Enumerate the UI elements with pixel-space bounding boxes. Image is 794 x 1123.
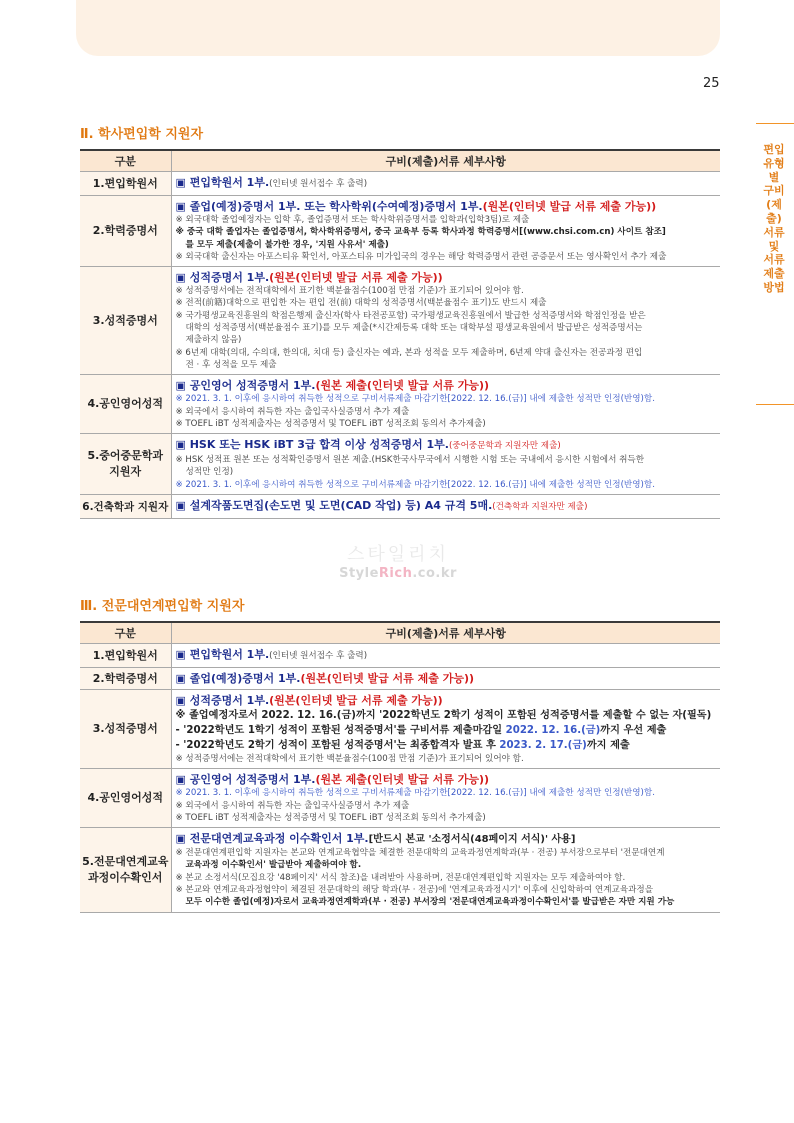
table-row — [80, 495, 720, 519]
document-title: ▣ 편입학원서 1부. — [175, 648, 270, 661]
document-note: (인터넷 원서접수 후 출력) — [269, 651, 368, 661]
row-category-line: 5.중어중문학과 — [87, 449, 164, 463]
college-linked-requirements-table — [80, 623, 720, 913]
table-row — [80, 267, 720, 375]
side-rule-bottom — [756, 404, 794, 405]
watermark-brand-part: Style — [339, 566, 379, 581]
note-line: ※ 중국 대학 졸업자는 졸업증명서, 학사학위증명서, 중국 교육부 등록 학사과정 학력증명서[(www.chsi.com.cn) 사이트 참조] — [175, 227, 666, 238]
document-title: ▣ 공인영어 성적증명서 1부. — [175, 379, 316, 393]
table-row — [80, 828, 720, 912]
table-row — [80, 172, 720, 196]
note-line: ※ 2021. 3. 1. 이후에 응시하여 취득한 성적으로 구비서류제출 마감기한[2022. 12. 16.(금)] 내에 제출한 성적만 인정(반영)함. — [175, 394, 655, 405]
note-line: ※ 외국대학 출신자는 아포스티유 확인서, 아포스티유 미가입국의 경우는 해당 학력증명서 관련 공증문서 또는 영사확인서 추가 제출 — [175, 251, 667, 262]
row-category-line: 지원자 — [109, 465, 142, 479]
row-category: 2.학력증명서 — [80, 196, 171, 267]
note-line: ※ 2021. 3. 1. 이후에 응시하여 취득한 성적으로 구비서류제출 마감기한[2022. 12. 16.(금)] 내에 제출한 성적만 인정(반영)함. — [175, 788, 655, 799]
section-title-transfer: Ⅱ. 학사편입학 지원자 — [80, 127, 204, 142]
document-original-note: (원본 제출(인터넷 발급 서류 가능)) — [315, 379, 490, 393]
column-header-details: 구비(제출)서류 세부사항 — [171, 151, 720, 172]
document-title: ▣ 공인영어 성적증명서 1부. — [175, 773, 316, 787]
row-details — [171, 828, 720, 912]
watermark-brand-part: .co.kr — [412, 566, 457, 581]
row-category: 3.성적증명서 — [80, 267, 171, 375]
document-title: ▣ HSK 또는 HSK iBT 3급 합격 이상 성적증명서 1부. — [175, 438, 449, 452]
document-note: (중어중문학과 지원자만 제출) — [448, 441, 561, 452]
table-row — [80, 769, 720, 828]
document-note: [반드시 본교 '소정서식(48페이지 서식)' 사용] — [368, 834, 576, 846]
row-details — [171, 434, 720, 495]
table-row — [80, 196, 720, 267]
note-line: ※ 외국에서 응시하여 취득한 자는 출입국사실증명서 추가 제출 — [175, 406, 410, 417]
note-line: ※ 국가평생교육진흥원의 학점은행제 출신자(학사 타전공포함) 국가평생교육진흥원에서 발급한 성적증명서와 학점인정을 받은 — [175, 310, 646, 321]
row-details — [171, 375, 720, 434]
document-title: ▣ 설계작품도면집(손도면 및 도면(CAD 작업) 등) A4 규격 5매. — [175, 499, 493, 513]
notice-text: 까지 우선 제출 — [600, 725, 667, 736]
note-line: ※ 전문대연계편입학 지원자는 본교와 연계교육협약을 체결한 전문대학의 교육과정연계학과(부 · 전공) 부서장으로부터 '전문대연계 — [175, 848, 665, 859]
document-note: (건축학과 지원자만 제출) — [492, 502, 588, 513]
row-category: 4.공인영어성적 — [80, 375, 171, 434]
note-line: ※ 성적증명서에는 전적대학에서 표기한 백분율점수(100점 만점 기준)가 표기되어 있어야 함. — [175, 286, 524, 297]
note-line: 교육과정 이수확인서' 발급받아 제출하여야 함. — [185, 860, 362, 871]
row-category-line: 5.전문대연계교육 — [82, 854, 169, 868]
note-line: ※ 성적증명서에는 전적대학에서 표기한 백분율점수(100점 만점 기준)가 표기되어 있어야 함. — [175, 754, 524, 764]
document-original-note: (원본(인터넷 발급 서류 제출 가능)) — [269, 694, 443, 707]
page-number: 25 — [703, 76, 720, 91]
row-details — [171, 172, 720, 196]
row-details — [171, 267, 720, 375]
notice-text: - '2022학년도 1학기 성적이 포함된 성적증명서'를 구비서류 제출마감일 — [175, 725, 506, 736]
note-line: 전 · 후 성적을 모두 제출 — [185, 359, 277, 370]
column-header-category: 구분 — [80, 623, 171, 644]
document-original-note: (원본(인터넷 발급 서류 제출 가능)) — [269, 271, 443, 285]
row-category: 2.학력증명서 — [80, 668, 171, 690]
document-title: ▣ 편입학원서 1부. — [175, 176, 270, 189]
document-title: ▣ 졸업(예정)증명서 1부. — [175, 672, 301, 685]
column-header-details: 구비(제출)서류 세부사항 — [171, 623, 720, 644]
notice-date: 2022. 12. 16.(금) — [505, 725, 601, 736]
row-category: 4.공인영어성적 — [80, 769, 171, 828]
row-category: 3.성적증명서 — [80, 690, 171, 769]
document-title: ▣ 성적증명서 1부. — [175, 271, 270, 285]
note-line: ※ 본교 소정서식(모집요강 '48페이지' 서식 참조)을 내려받아 사용하며, 전문대연계편입학 지원자는 모두 제출하여야 함. — [175, 872, 626, 883]
document-title: ▣ 성적증명서 1부. — [175, 694, 270, 707]
document-note: (인터넷 원서접수 후 출력) — [269, 179, 368, 189]
document-original-note: (원본 제출(인터넷 발급 서류 가능)) — [315, 773, 490, 787]
note-line: ※ HSK 성적표 원본 또는 성적확인증명서 원본 제출.(HSK한국사무국에서 시행한 시험 또는 국내에서 응시한 시험에서 취득한 — [175, 455, 645, 466]
table-row — [80, 644, 720, 668]
row-details — [171, 196, 720, 267]
notice-text: - '2022학년도 2학기 성적이 포함된 성적증명서'는 최종합격자 발표 후 — [175, 740, 500, 751]
side-rule-top — [756, 123, 794, 124]
table-row — [80, 690, 720, 769]
note-line: 모두 이수한 졸업(예정)자로서 교육과정연계학과(부 · 전공) 부서장의 '전문대연계교육과정이수확인서'를 발급받은 자만 지원 가능 — [185, 897, 675, 908]
side-section-label: 편입유형별 구비(제출)서류 및 서류제출방법 — [763, 143, 785, 294]
notice-line — [176, 723, 717, 738]
row-category — [80, 434, 171, 495]
document-title: ▣ 전문대연계교육과정 이수확인서 1부. — [175, 832, 369, 846]
note-line: ※ TOEFL iBT 성적제출자는 성적증명서 및 TOEFL iBT 성적조회 동의서 추가제출) — [175, 418, 486, 429]
document-title: ▣ 졸업(예정)증명서 1부. 또는 학사학위(수여예정)증명서 1부. — [175, 200, 483, 213]
row-category-line: 과정이수확인서 — [88, 870, 163, 884]
note-line: ※ 외국에서 응시하여 취득한 자는 출입국사실증명서 추가 제출 — [175, 800, 410, 811]
watermark-korean: 스타일리치 — [347, 544, 449, 565]
watermark — [248, 540, 548, 581]
row-category — [80, 828, 171, 912]
document-original-note: (원본(인터넷 발급 서류 제출 가능)) — [482, 200, 657, 213]
note-line: ※ 6년제 대학(의대, 수의대, 한의대, 치대 등) 출신자는 예과, 본과 성적을 모두 제출하며, 6년제 약대 출신자는 전공과정 편입 — [175, 347, 643, 358]
row-category: 1.편입학원서 — [80, 172, 171, 196]
row-details — [171, 495, 720, 519]
header-tab — [76, 0, 720, 56]
note-line: ※ 본교와 연계교육과정협약이 체결된 전문대학의 해당 학과(부 · 전공)에 '연계교육과정시기' 이후에 신입학하여 연계교육과정을 — [175, 885, 654, 896]
note-line: 대학의 성적증명서(백분율점수 표기)를 모두 제출(*시간제등록 대학 또는 대학부설 평생교육원에서 발급받은 성적증명서는 — [185, 323, 643, 334]
row-category: 1.편입학원서 — [80, 644, 171, 668]
note-line: 성적만 인정) — [185, 467, 234, 478]
row-details — [171, 769, 720, 828]
note-line: 를 모두 제출(제출이 불가한 경우, '지원 사유서' 제출) — [185, 239, 389, 250]
row-details — [171, 690, 720, 769]
note-line: ※ 2021. 3. 1. 이후에 응시하여 취득한 성적으로 구비서류제출 마감기한[2022. 12. 16.(금)] 내에 제출한 성적만 인정(반영)함. — [175, 479, 655, 490]
column-header-category: 구분 — [80, 151, 171, 172]
note-line: ※ 전적(前籍)대학으로 편입한 자는 편입 전(前) 대학의 성적증명서(백분율점수 표기)도 반드시 제출 — [175, 298, 547, 309]
notice-line — [176, 738, 717, 753]
row-details — [171, 644, 720, 668]
note-line: ※ TOEFL iBT 성적제출자는 성적증명서 및 TOEFL iBT 성적조회 동의서 추가제출) — [175, 812, 486, 823]
notice-date: 2023. 2. 17.(금) — [499, 740, 587, 751]
row-details — [171, 668, 720, 690]
section-title-college-linked: Ⅲ. 전문대연계편입학 지원자 — [80, 599, 245, 614]
watermark-brand-part: Rich — [378, 566, 413, 581]
notice-text: 까지 제출 — [586, 740, 630, 751]
table-row — [80, 434, 720, 495]
row-category: 6.건축학과 지원자 — [80, 495, 171, 519]
transfer-requirements-table — [80, 151, 720, 519]
note-line: ※ 외국대학 졸업예정자는 입학 후, 졸업증명서 또는 학사학위증명서를 입학과(입학3팀)로 제출 — [175, 215, 530, 225]
notice-line: ※ 졸업예정자로서 2022. 12. 16.(금)까지 '2022학년도 2학기 성적이 포함된 성적증명서를 제출할 수 없는 자(필독) — [175, 710, 712, 721]
table-row — [80, 375, 720, 434]
note-line: 제출하지 않음) — [185, 335, 242, 346]
document-original-note: (원본(인터넷 발급 서류 제출 가능)) — [300, 672, 475, 685]
table-row — [80, 668, 720, 690]
